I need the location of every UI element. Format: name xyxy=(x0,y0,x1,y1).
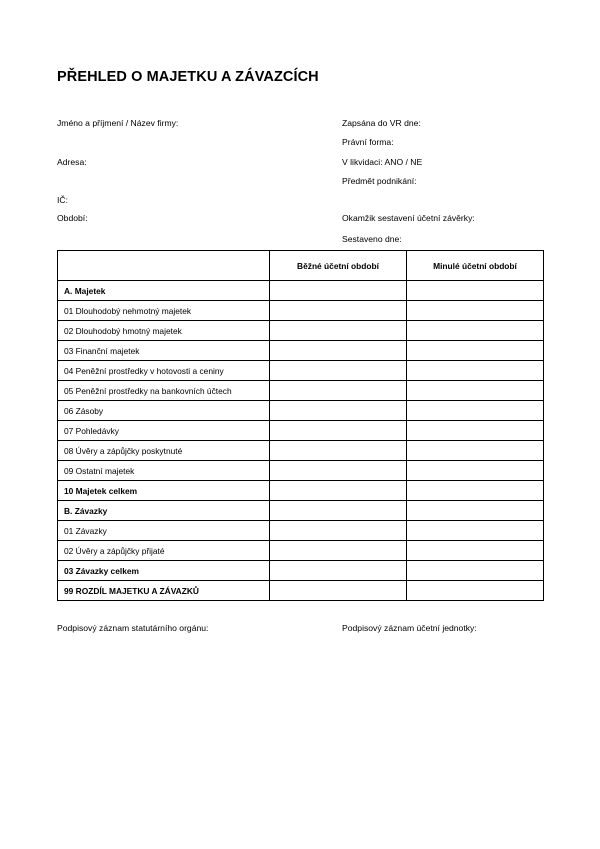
current-period-value-cell[interactable] xyxy=(270,481,407,501)
table-row xyxy=(58,541,544,561)
current-period-value-cell[interactable] xyxy=(270,541,407,561)
table-row xyxy=(58,281,544,301)
previous-period-value-cell[interactable] xyxy=(407,321,544,341)
signature-accounting-label: Podpisový záznam účetní jednotky: xyxy=(342,623,477,633)
current-period-value-cell[interactable] xyxy=(270,561,407,581)
current-period-value-cell[interactable] xyxy=(270,381,407,401)
table-row xyxy=(58,441,544,461)
row-label: 08 Úvěry a zápůjčky poskytnuté xyxy=(58,441,270,461)
row-label: 03 Finanční majetek xyxy=(58,341,270,361)
current-period-value-cell[interactable] xyxy=(270,441,407,461)
assets-liabilities-table xyxy=(57,250,544,601)
current-period-value-cell[interactable] xyxy=(270,581,407,601)
table-row xyxy=(58,521,544,541)
previous-period-value-cell[interactable] xyxy=(407,441,544,461)
current-period-value-cell[interactable] xyxy=(270,301,407,321)
row-label: 04 Peněžní prostředky v hotovosti a ceniny xyxy=(58,361,270,381)
row-label: 02 Dlouhodobý hmotný majetek xyxy=(58,321,270,341)
table-row xyxy=(58,561,544,581)
row-label: 01 Závazky xyxy=(58,521,270,541)
legal-form-field-label: Právní forma: xyxy=(342,137,394,147)
current-period-value-cell[interactable] xyxy=(270,521,407,541)
row-label: 09 Ostatní majetek xyxy=(58,461,270,481)
current-period-value-cell[interactable] xyxy=(270,321,407,341)
header-current-period: Běžné účetní období xyxy=(270,251,407,281)
row-label: 06 Zásoby xyxy=(58,401,270,421)
table-row xyxy=(58,321,544,341)
table-row xyxy=(58,401,544,421)
previous-period-value-cell[interactable] xyxy=(407,581,544,601)
row-label: B. Závazky xyxy=(58,501,270,521)
page-title: PŘEHLED O MAJETKU A ZÁVAZCÍCH xyxy=(57,69,319,85)
row-label: 10 Majetek celkem xyxy=(58,481,270,501)
table-row xyxy=(58,501,544,521)
table-row xyxy=(58,361,544,381)
signature-statutory-label: Podpisový záznam statutárního orgánu: xyxy=(57,623,209,633)
previous-period-value-cell[interactable] xyxy=(407,541,544,561)
row-label: 02 Úvěry a zápůjčky přijaté xyxy=(58,541,270,561)
previous-period-value-cell[interactable] xyxy=(407,501,544,521)
current-period-value-cell[interactable] xyxy=(270,501,407,521)
table-body xyxy=(58,281,544,601)
table-row xyxy=(58,461,544,481)
current-period-value-cell[interactable] xyxy=(270,281,407,301)
current-period-value-cell[interactable] xyxy=(270,341,407,361)
previous-period-value-cell[interactable] xyxy=(407,341,544,361)
table-row xyxy=(58,481,544,501)
header-label-cell xyxy=(58,251,270,281)
table-row xyxy=(58,301,544,321)
previous-period-value-cell[interactable] xyxy=(407,521,544,541)
current-period-value-cell[interactable] xyxy=(270,361,407,381)
row-label: 07 Pohledávky xyxy=(58,421,270,441)
previous-period-value-cell[interactable] xyxy=(407,461,544,481)
row-label: 99 ROZDÍL MAJETKU A ZÁVAZKŮ xyxy=(58,581,270,601)
address-field-label: Adresa: xyxy=(57,157,87,167)
previous-period-value-cell[interactable] xyxy=(407,361,544,381)
table-row xyxy=(58,581,544,601)
header-previous-period: Minulé účetní období xyxy=(407,251,544,281)
name-field-label: Jméno a příjmení / Název firmy: xyxy=(57,118,179,128)
ic-field-label: IČ: xyxy=(57,195,68,205)
previous-period-value-cell[interactable] xyxy=(407,561,544,581)
period-field-label: Období: xyxy=(57,213,88,223)
row-label: 01 Dlouhodobý nehmotný majetek xyxy=(58,301,270,321)
compiled-field-label: Sestaveno dne: xyxy=(342,234,402,244)
row-label: 05 Peněžní prostředky na bankovních účtech xyxy=(58,381,270,401)
previous-period-value-cell[interactable] xyxy=(407,381,544,401)
liquidation-field-label: V likvidaci: ANO / NE xyxy=(342,157,423,167)
previous-period-value-cell[interactable] xyxy=(407,281,544,301)
row-label: A. Majetek xyxy=(58,281,270,301)
table-row xyxy=(58,381,544,401)
table-header-row xyxy=(58,251,544,281)
closing-moment-field-label: Okamžik sestavení účetní závěrky: xyxy=(342,213,475,223)
table-row xyxy=(58,341,544,361)
table-row xyxy=(58,421,544,441)
current-period-value-cell[interactable] xyxy=(270,461,407,481)
previous-period-value-cell[interactable] xyxy=(407,421,544,441)
previous-period-value-cell[interactable] xyxy=(407,481,544,501)
current-period-value-cell[interactable] xyxy=(270,421,407,441)
row-label: 03 Závazky celkem xyxy=(58,561,270,581)
previous-period-value-cell[interactable] xyxy=(407,301,544,321)
registered-field-label: Zapsána do VR dne: xyxy=(342,118,421,128)
business-subject-field-label: Předmět podnikání: xyxy=(342,176,417,186)
current-period-value-cell[interactable] xyxy=(270,401,407,421)
previous-period-value-cell[interactable] xyxy=(407,401,544,421)
